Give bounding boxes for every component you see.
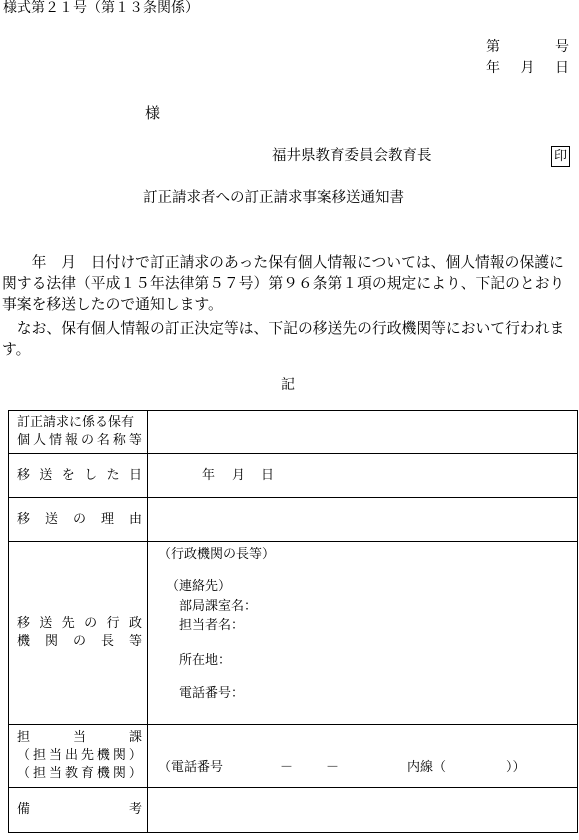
label-char: ）: [128, 766, 142, 781]
row-transfer-date: [9, 454, 578, 498]
label-char: 日: [128, 467, 142, 483]
row-department-in-charge: [9, 725, 578, 788]
form-number: 様式第２１号（第１３条関係）: [3, 0, 199, 16]
date-day-label: 日: [555, 60, 569, 76]
value-information-name: [148, 411, 578, 454]
label-char: た: [106, 467, 120, 483]
person-in-charge-label: 担当者名：: [179, 618, 245, 633]
label-char: （: [17, 748, 31, 763]
document-number-line: [486, 38, 569, 56]
label-char: 先: [61, 616, 75, 631]
notice-paragraph-1: 年 月 日付けで訂正請求のあった保有個人情報については、個人情報の保護に関する法律（平成１５年法律第５７号）第９６条第１項の規定により、下記のとおり事案を移送したので通知します。: [2, 254, 565, 313]
address-label: 所在地：: [179, 653, 232, 668]
seal-mark: 印: [551, 146, 570, 167]
transfer-year-label: 年: [202, 467, 216, 483]
label-transfer-date: [9, 454, 148, 498]
row-transfer-reason: [9, 498, 578, 542]
label-char: 機: [96, 748, 110, 763]
row-destination-head: [9, 542, 578, 725]
label-char: 備: [17, 802, 31, 817]
label-remarks: [9, 788, 148, 833]
issuer-name: 福井県教育委員会教育長: [272, 148, 432, 164]
doc-no-suffix: 号: [555, 39, 569, 55]
label-char: 機: [17, 634, 31, 649]
label-char: 由: [128, 511, 142, 527]
label-char: 送: [44, 511, 58, 527]
phone-label: 電話番号：: [179, 686, 245, 701]
document-title: 訂正請求者への訂正請求事案移送通知書: [143, 190, 404, 206]
row-remarks: [9, 788, 578, 833]
label-char: 機: [96, 766, 110, 781]
label-line: [17, 633, 142, 651]
notice-paragraph-2: なお、保有個人情報の訂正決定等は、下記の移送先の行政機関等において行われます。: [2, 320, 565, 358]
label-char: 称: [112, 433, 126, 448]
label-information-name: [9, 411, 148, 454]
label-char: 当: [48, 748, 62, 763]
department-label: 部局課室名：: [179, 599, 258, 614]
label-char: の: [84, 616, 98, 631]
label-char: 関: [44, 634, 58, 649]
label-line: [17, 615, 142, 633]
row-information-name: [9, 411, 578, 454]
label-char: 名: [96, 433, 110, 448]
label-char: 育: [80, 766, 94, 781]
doc-no-prefix: 第: [486, 39, 500, 55]
label-char: 移: [17, 467, 31, 483]
label-char: 担: [32, 748, 46, 763]
label-destination-head: [9, 542, 148, 725]
label-line: [17, 747, 142, 765]
label-char: 関: [112, 748, 126, 763]
label-line: [17, 765, 142, 783]
label-char: 情: [48, 433, 62, 448]
label-char: 送: [39, 616, 53, 631]
label-char: の: [72, 511, 86, 527]
extension-close: ））: [506, 759, 526, 775]
label-char: 考: [128, 802, 142, 817]
label-char: 行: [106, 616, 120, 631]
extension-label: 内線（: [407, 759, 447, 775]
label-char: 人: [32, 433, 46, 448]
label-char: 出: [64, 748, 78, 763]
label-char: の: [72, 634, 86, 649]
label-char: 課: [128, 730, 142, 745]
label-char: （: [17, 766, 31, 781]
phone-dash-2: －: [326, 759, 340, 775]
ki-heading: 記: [281, 377, 295, 393]
label-char: 報: [64, 433, 78, 448]
document-date-line: [486, 59, 569, 77]
phone-number-open: （電話番号: [158, 759, 224, 775]
label-line: [17, 511, 142, 529]
phone-dash-1: －: [280, 759, 294, 775]
label-char: 個: [17, 433, 31, 448]
transfer-month-label: 月: [232, 467, 246, 483]
value-destination-head: [148, 542, 578, 725]
label-text: 訂正請求に係る保有: [17, 415, 135, 430]
label-char: 担: [17, 730, 31, 745]
addressee-honorific: 様: [145, 104, 161, 122]
value-department-in-charge: [148, 725, 578, 788]
label-line: [17, 729, 142, 747]
label-char: 当: [72, 730, 86, 745]
label-char: 担: [32, 766, 46, 781]
label-transfer-reason: [9, 498, 148, 542]
label-char: 関: [112, 766, 126, 781]
transfer-details-table: [8, 410, 578, 833]
label-char: し: [84, 467, 98, 483]
value-transfer-date: [148, 454, 578, 498]
label-char: 長: [100, 634, 114, 649]
date-month-label: 月: [520, 60, 535, 76]
label-line: [17, 467, 142, 485]
label-char: 教: [64, 766, 78, 781]
value-transfer-reason: [148, 498, 578, 542]
label-line: [17, 432, 142, 450]
label-char: 送: [39, 467, 53, 483]
label-char: の: [80, 433, 94, 448]
value-remarks: [148, 788, 578, 833]
label-department-in-charge: [9, 725, 148, 788]
label-char: 理: [100, 511, 114, 527]
label-line: [17, 801, 142, 819]
label-line: [17, 414, 142, 432]
label-char: 等: [128, 634, 142, 649]
contact-label: （連絡先）: [166, 579, 232, 594]
label-char: 政: [128, 616, 142, 631]
label-char: を: [61, 467, 75, 483]
date-year-label: 年: [486, 60, 500, 76]
transfer-day-label: 日: [261, 467, 275, 483]
label-char: 先: [80, 748, 94, 763]
label-char: ）: [128, 748, 142, 763]
label-char: 移: [17, 616, 31, 631]
head-of-agency-label: （行政機関の長等）: [158, 547, 276, 562]
label-char: 等: [128, 433, 142, 448]
label-char: 移: [17, 511, 31, 527]
label-char: 当: [48, 766, 62, 781]
